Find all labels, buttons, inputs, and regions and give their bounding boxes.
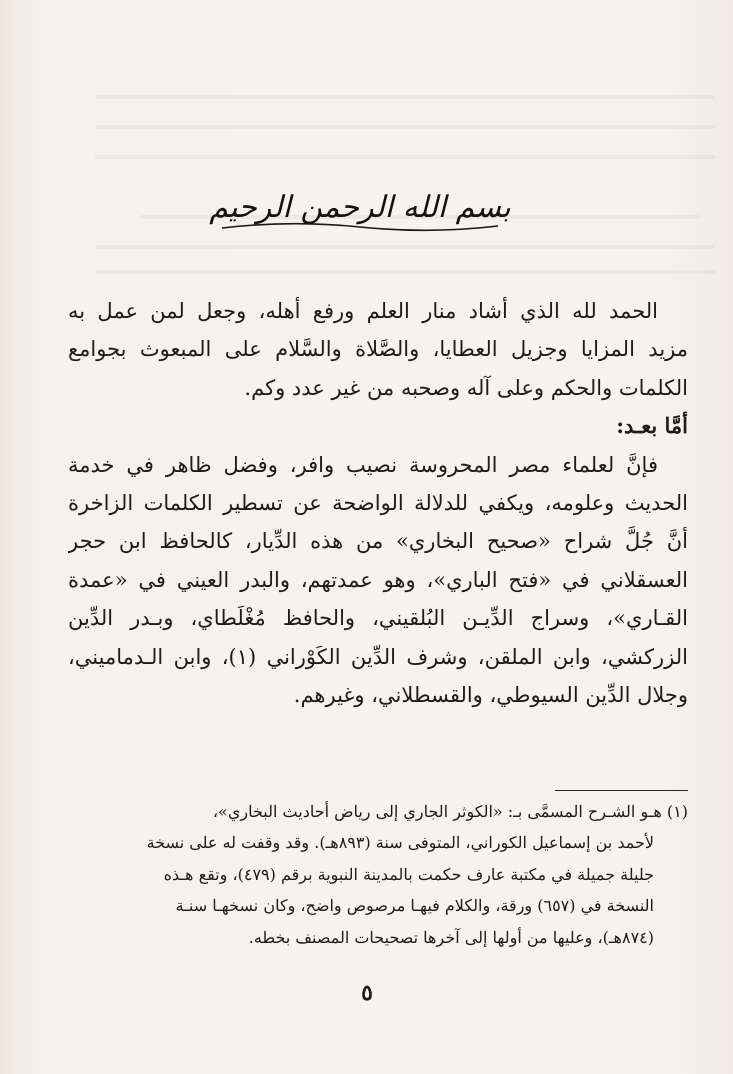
text-line: الزركشي، وابن الملقن، وشرف الدِّين الكَوْراني (١)، وابن الـدماميني، — [68, 644, 688, 669]
text-line: العسقلاني في «فتح الباري»، وهو عمدتهم، والبدر العيني في «عمدة — [68, 567, 688, 592]
footnote-line: (١) هـو الشـرح المسمَّى بـ: «الكوثر الجاري إلى رياض أحاديث البخاري»، — [212, 802, 688, 821]
show-through-line — [95, 155, 715, 159]
footnote-line: جليلة جميلة في مكتبة عارف حكمت بالمدينة النبوية برقم (٤٧٩)، وتقع هـذه — [163, 864, 654, 884]
footnote-line: لأحمد بن إسماعيل الكوراني، المتوفى سنة (٨٩٣هـ). وقد وقفت له على نسخة — [146, 833, 654, 853]
text-line: فإنَّ لعلماء مصر المحروسة نصيب وافر، وفضل ظاهر في خدمة — [68, 452, 658, 477]
show-through-line — [95, 270, 715, 274]
text-line: الحمد لله الذي أشاد منار العلم ورفع أهله، وجعل لمن عمل به — [68, 299, 658, 323]
footnote-line: النسخة في (٦٥٧) ورقة، والكلام فيهـا مرصوص واضح، وكان نسخهـا سنـة — [175, 896, 654, 916]
basmala-flourish — [220, 218, 500, 236]
main-text — [68, 292, 688, 714]
text-line: وجلال الدِّين السيوطي، والقسطلاني، وغيرهم. — [293, 682, 688, 707]
text-line: الكلمات والحكم وعلى آله وصحبه من غير عدد وكم. — [244, 375, 688, 400]
footnote-separator — [555, 790, 688, 791]
page-number: ٥ — [361, 980, 373, 1006]
footnotes — [84, 796, 688, 953]
show-through-line — [95, 125, 715, 129]
text-line: مزيد المزايا وجزيل العطايا، والصَّلاة والسَّلام على المبعوث بجوامع — [68, 337, 688, 362]
text-line: أنَّ جُلَّ شراح «صحيح البخاري» من هذه الدِّيار، كالحافظ ابن حجر — [68, 529, 688, 554]
basmala-text: بسم الله الرحمن الرحيم — [209, 190, 511, 225]
text-line: القـاري»، وسراج الدِّيـن البُلقيني، والحافظ مُغْلَطاي، وبـدر الدِّين — [68, 606, 688, 631]
basmala-heading — [200, 190, 520, 240]
footnote-line: (٨٧٤هـ)، وعليها من أولها إلى آخرها تصحيحات المصنف بخطه. — [248, 927, 654, 947]
text-line: الحديث وعلومه، ويكفي للدلالة الواضحة عن تسطير الكلمات الزاخرة — [68, 490, 688, 515]
show-through-line — [95, 95, 715, 99]
section-heading: أمَّا بعـد: — [616, 413, 688, 439]
show-through-line — [95, 245, 715, 249]
